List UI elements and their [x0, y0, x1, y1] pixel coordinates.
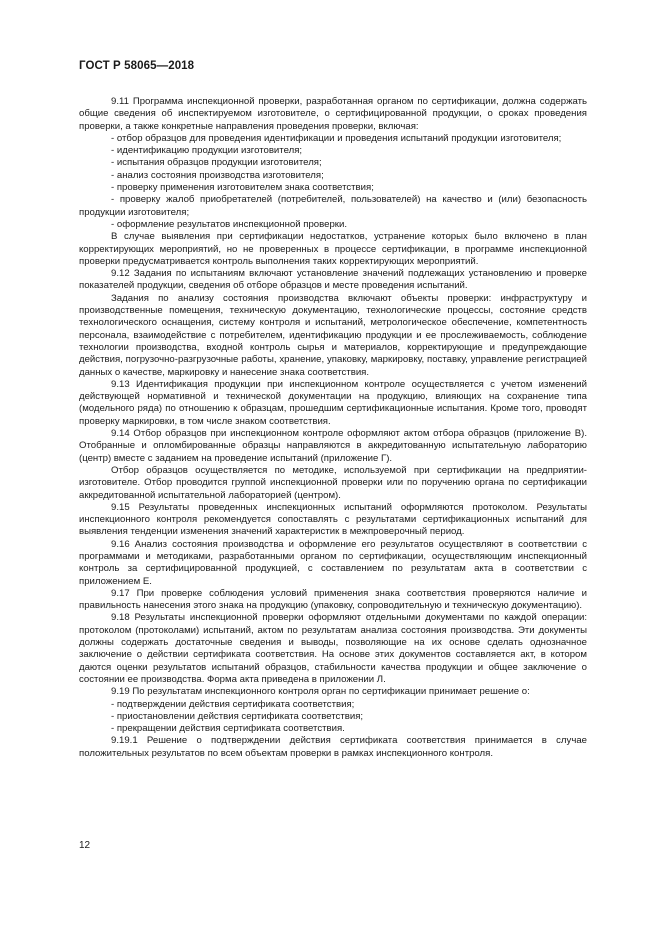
list-item: - прекращении действия сертификата соответствия.	[111, 723, 345, 735]
paragraph-9-19: 9.19 По результатам инспекционного контроля орган по сертификации принимает решение о:	[111, 686, 530, 698]
list-item: - идентификацию продукции изготовителя;	[111, 145, 303, 157]
list-item: - приостановлении действия сертификата соответствия;	[111, 710, 364, 722]
paragraph-sampling: Отбор образцов осуществляется по методике, используемой при сертификации на предприятии-изготовителе. Отбор проводится группой инспекционной проверки или по поручению органа по сертификации аккредитованной испытательной лабораторией (центром).	[79, 464, 587, 501]
paragraph-9-14: 9.14 Отбор образцов при инспекционном контроле оформляют актом отбора образцов (приложение В). Отобранные и опломбированные образцы направляются в аккредитованную испытательную лабораторию (центр) вместе с заданием на проведение испытаний (приложение Г).	[79, 428, 587, 464]
list-item: - отбор образцов для проведения идентификации и проведения испытаний продукции изготовителя;	[111, 132, 562, 144]
document-standard-title: ГОСТ Р 58065—2018	[79, 60, 195, 72]
paragraph-9-11: 9.11 Программа инспекционной проверки, разработанная органом по сертификации, должна содержать общие сведения об инспектируемом изготовителе, о сертифицированной продукции, о сроках проведения проверки, а также конкретные направления проведения проверки, включая:	[79, 96, 587, 132]
list-item: - проверку применения изготовителем знака соответствия;	[111, 182, 374, 194]
list-item: - проверку жалоб приобретателей (потребителей, пользователей) на качество и (или) безопасность продукции изготовителя;	[79, 194, 587, 218]
list-item: - испытания образцов продукции изготовителя;	[111, 157, 322, 169]
document-body	[79, 96, 587, 760]
list-item: - оформление результатов инспекционной проверки.	[111, 218, 348, 230]
paragraph-9-16: 9.16 Анализ состояния производства и оформление его результатов осуществляют в соответствии с программами и методиками, разработанными органом по сертификации, осуществляющим инспекционный контроль за сертифицированной продукцией, с составлением по результатам акта в соответствии с приложением Е.	[79, 538, 587, 587]
paragraph-corrective-actions: В случае выявления при сертификации недостатков, устранение которых было включено в план корректирующих мероприятий, но не проверенных в процессе сертификации, в программе инспекционной проверки предусматривается контроль выполнения таких корректирующих мероприятий.	[79, 231, 587, 267]
list-item: - анализ состояния производства изготовителя;	[111, 169, 324, 181]
paragraph-9-12: 9.12 Задания по испытаниям включают установление значений подлежащих установлению и проверке показателей продукции, сведения об отборе образцов и месте проведения испытаний.	[79, 268, 587, 292]
paragraph-9-13: 9.13 Идентификация продукции при инспекционном контроле осуществляется с учетом изменений действующей нормативной и технической документации на продукцию, влияющих на сохранение типа (модельного ряда) по отношению к образцам, прошедшим сертификационные испытания. Кроме того, проводят проверку маркировки, в том числе знаком соответствия.	[79, 378, 587, 427]
paragraph-9-19-1: 9.19.1 Решение о подтверждении действия сертификата соответствия принимается в случае положительных результатов по всем объектам проверки в рамках инспекционного контроля.	[79, 735, 587, 759]
paragraph-production-analysis: Задания по анализу состояния производства включают объекты проверки: инфраструктуру и производственные помещения, техническую документацию, технологические процессы, состояние средств технологического оснащения, систему контроля и испытаний, метрологическое обеспечение, компетентность персонала, взаимодействие с потребителем, идентификацию продукции и ее прослеживаемость, соблюдение технологии производства, входной контроль сырья и материалов, корректирующие и предупреждающие действия, погрузочно-разгрузочные работы, хранение, упаковку, маркировку, поставку, управление регистрацией данных о качестве, маркировку и нанесение знака соответствия.	[79, 292, 587, 378]
list-item: - подтверждении действия сертификата соответствия;	[111, 698, 355, 710]
paragraph-9-18: 9.18 Результаты инспекционной проверки оформляют отдельными документами по каждой операции: протоколом (протоколами) испытаний, актом по результатам анализа состояния производства. Эти документы должны содержать достаточные сведения и выводы, позволяющие на их основе сделать однозначное заключение о действии сертификата соответствия. На основе этих документов составляется акт, в котором даются оценки результатов испытаний образцов, стабильности качества продукции и общее заключение о состоянии ее производства. Форма акта приведена в приложении Л.	[79, 612, 587, 685]
paragraph-9-17: 9.17 При проверке соблюдения условий применения знака соответствия проверяются наличие и правильность нанесения этого знака на продукцию (упаковку, сопроводительную и техническую документацию).	[79, 587, 587, 612]
page-number: 12	[79, 840, 91, 851]
paragraph-9-15: 9.15 Результаты проведенных инспекционных испытаний оформляются протоколом. Результаты инспекционного контроля рекомендуется сопоставлять с результатами сертификационных испытаний для выявления тенденции изменения значений характеристик в межпроверочный период.	[79, 501, 587, 538]
